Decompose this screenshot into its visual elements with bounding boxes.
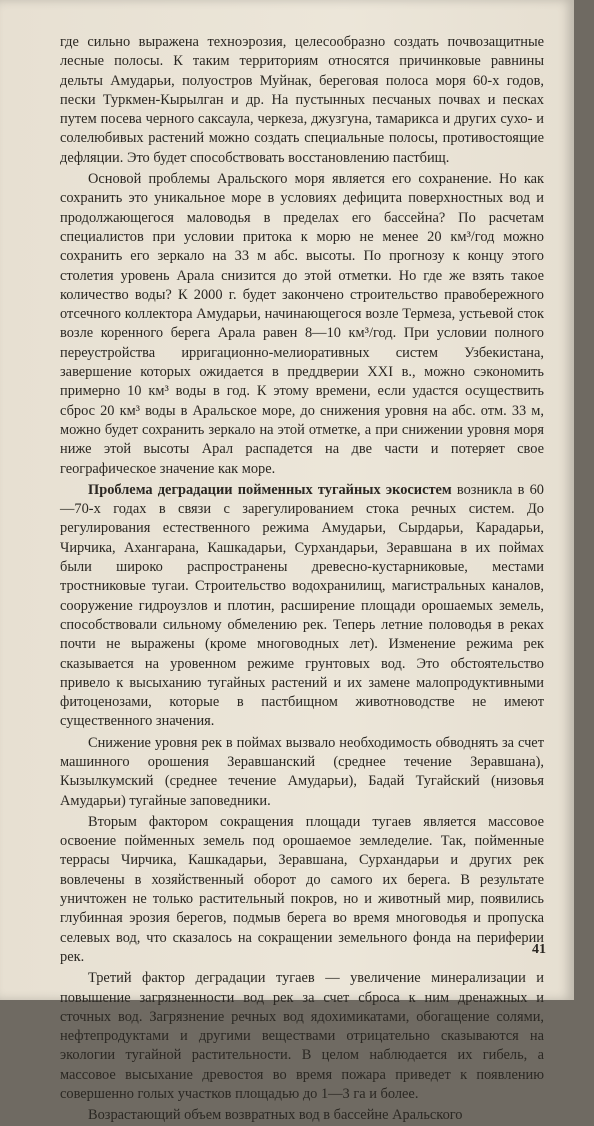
paragraph (60, 734, 544, 811)
paragraph-text: где сильно выражена техноэрозия, целесообразно создать почвозащитные лесные полосы. К таким территориям относятся причинковые равнины дельты Амударьи, полуостров Муйнак, береговая полоса моря 60-х годов, пески Туркмен-Кырылган и др. На пустынных песчаных почвах и песках путем посева черного саксаула, черкеза, джузгуна, тамарикса и других сухо- и солелюбивых растений можно создать специальные полосы, противостоящие дефляции. Это будет способствовать восстановлению пастбищ. (60, 34, 544, 166)
paragraph (60, 33, 544, 168)
paragraph (60, 170, 544, 479)
paragraph-lead: Проблема деградации пойменных тугайных экосистем (88, 481, 452, 498)
paragraph-text: возникла в 60—70-х годах в связи с зарегулированием стока речных систем. До регулирования естественного режима Амударьи, Сырдарьи, Карадарьи, Чирчика, Ахангарана, Кашкадарьи, Сурхандарьи, Зеравшана в их поймах были широко распространены древесно-кустарниковые, местами тростниковые тугаи. Строительство водохранилищ, магистральных каналов, сооружение гидроузлов и плотин, расширение площади орошаемых земель, способствовали сильному обмелению рек. Теперь летние половодья в реках почти не выражены (кроме многоводных лет). Изменение режима рек сказывается на уровенном режиме грунтовых вод. Это обстоятельство привело к высыханию тугайных растений и их замене малопродуктивными фитоценозами, которые в пастбищном животноводстве не имеют существенного значения. (60, 481, 544, 730)
paragraph-text: Третий фактор деградации тугаев — увеличение минерализации и повышение загрязненности вод рек за счет сброса к ним дренажных и сточных вод. Загрязнение речных вод ядохимикатами, обогащение солями, нефтепродуктами и другими веществами отрицательно сказываются на экологии тугайной растительности. В целом наблюдается их гибель, а массовое высыхание древостоя во время пожара приведет к появлению совершенно голых участков площадью до 1—3 га и более. (60, 970, 544, 1103)
paragraph-text: Вторым фактором сокращения площади тугаев является массовое освоение пойменных земель под орошаемое земледелие. Так, пойменные террасы Чирчика, Кашкадарьи, Зеравшана, Сурхандарьи и других рек вовлечены в хозяйственный оборот до самого их берега. В результате уничтожен не только растительный покров, но и животный мир, появились глубинная эрозия берегов, подмыв берега во время многоводья и пропуска селевых вод, что сказалось на сокращении земельного фонда на периферии рек. (60, 813, 544, 965)
page-text (60, 33, 544, 1126)
page-number: 41 (532, 942, 546, 957)
paragraph (60, 969, 544, 1104)
paragraph (60, 1106, 544, 1125)
paragraph-text: Возрастающий объем возвратных вод в бассейне Аральского (88, 1107, 463, 1124)
paragraph-text: Основой проблемы Аральского моря является его сохранение. Но как сохранить это уникальное море в условиях дефицита поверхностных вод и продолжающегося маловодья в пределах его бассейна? По расчетам специалистов при условии притока к морю не менее 20 км³/год можно сохранить его зеркало на 33 м абс. высоты. По прогнозу к концу этого столетия уровень Арала снизится до этой отметки. Но где же взять такое количество воды? К 2000 г. будет закончено строительство правобережного отсечного коллектора Амударьи, начинающегося возле Термеза, устьевой сток возле коренного берега Арала равен 8—10 км³/год. При условии полного переустройства ирригационно-мелиоративных систем Узбекистана, завершение которых ожидается в преддверии XXI в., можно сэкономить примерно 10 км³ воды в год. К этому времени, если удастся осуществить сброс 20 км³ воды в Аральское море, до снижения уровня на абс. отм. 33 м, можно будет сохранить зеркало на этой отметке, а при снижении уровня моря ниже этой высоты Арал распадется на две части и потеряет свое географическое значение как море. (60, 171, 544, 477)
paragraph (60, 481, 544, 732)
paragraph-text: Снижение уровня рек в поймах вызвало необходимость обводнять за счет машинного орошения Зеравшанский (среднее течение Зеравшана), Кызылкумский (среднее течение Амударьи), Бадай Тугайский (низовья Амударьи) тугайные заповедники. (60, 734, 544, 809)
paragraph (60, 813, 544, 967)
